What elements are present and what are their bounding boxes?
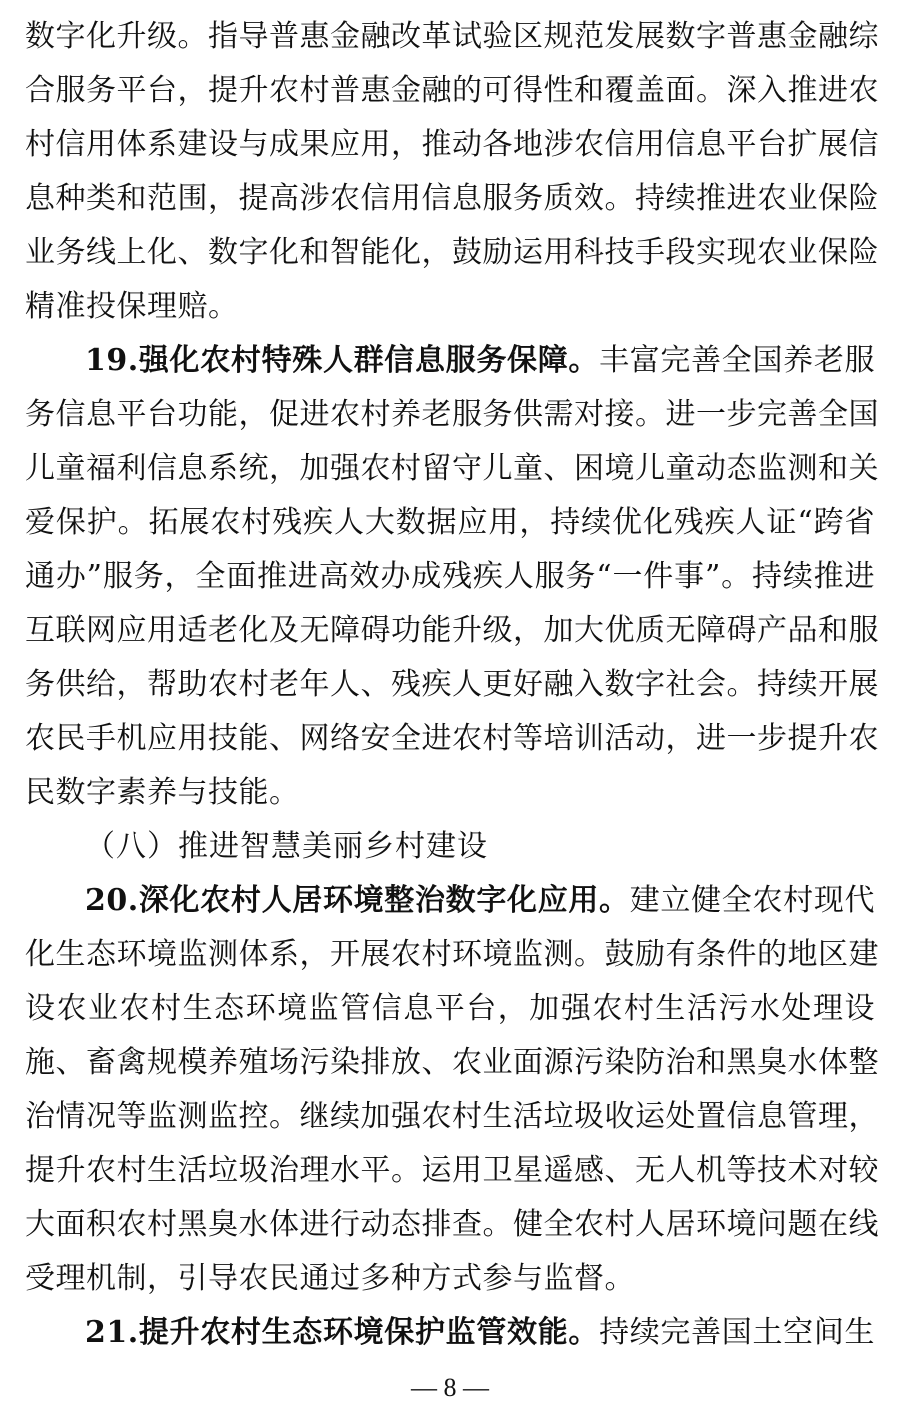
paragraph-line: 提升农村生活垃圾治理水平。运用卫星遥感、无人机等技术对较 [25,1153,879,1188]
paragraph-line: 务信息平台功能，促进农村养老服务供需对接。进一步完善全国 [25,397,879,432]
item-19-first-line-text: 丰富完善全国养老服 [599,343,875,378]
item-21-first-line [85,1310,875,1356]
paragraph-line: 化生态环境监测体系，开展农村环境监测。鼓励有条件的地区建 [25,937,879,972]
paragraph-line: 合服务平台，提升农村普惠金融的可得性和覆盖面。深入推进农 [25,73,879,108]
paragraph-line: 大面积农村黑臭水体进行动态排查。健全农村人居环境问题在线 [25,1207,879,1242]
page-number: — 8 — [411,1373,489,1402]
paragraph-line: 儿童福利信息系统，加强农村留守儿童、困境儿童动态监测和关 [25,451,879,486]
paragraph-line: 精准投保理赔。 [25,289,239,324]
item-19-first-line [85,338,875,384]
paragraph-line: 农民手机应用技能、网络安全进农村等培训活动，进一步提升农 [25,721,879,756]
paragraph-line: 互联网应用适老化及无障碍功能升级，加大优质无障碍产品和服 [25,613,879,648]
paragraph-line: 息种类和范围，提高涉农信用信息服务质效。持续推进农业保险 [25,181,879,216]
paragraph-line: 施、畜禽规模养殖场污染排放、农业面源污染防治和黑臭水体整 [25,1045,879,1080]
paragraph-line: 民数字素养与技能。 [25,775,300,810]
item-20-heading: 20.深化农村人居环境整治数字化应用。 [85,883,630,918]
paragraph-line: 村信用体系建设与成果应用，推动各地涉农信用信息平台扩展信 [25,127,879,162]
item-21-first-line-text: 持续完善国土空间生 [599,1315,875,1350]
paragraph-line: 治情况等监测监控。继续加强农村生活垃圾收运处置信息管理， [25,1099,879,1134]
paragraph-line: 爱保护。拓展农村残疾人大数据应用，持续优化残疾人证“跨省 [25,505,875,540]
item-20-first-line [85,878,875,924]
paragraph-line: 受理机制，引导农民通过多种方式参与监督。 [25,1261,635,1296]
section-heading: （八）推进智慧美丽乡村建设 [85,829,488,864]
paragraph-line: 务供给，帮助农村老年人、残疾人更好融入数字社会。持续开展 [25,667,879,702]
item-19-heading: 19.强化农村特殊人群信息服务保障。 [85,343,600,378]
paragraph-line: 业务线上化、数字化和智能化，鼓励运用科技手段实现农业保险 [25,235,879,270]
item-20-first-line-text: 建立健全农村现代 [629,883,876,918]
paragraph-line: 设农业农村生态环境监管信息平台，加强农村生活污水处理设 [25,991,875,1026]
paragraph-line: 数字化升级。指导普惠金融改革试验区规范发展数字普惠金融综 [25,19,879,54]
paragraph-line: 通办”服务，全面推进高效办成残疾人服务“一件事”。持续推进 [25,559,875,594]
item-21-heading: 21.提升农村生态环境保护监管效能。 [85,1315,600,1350]
